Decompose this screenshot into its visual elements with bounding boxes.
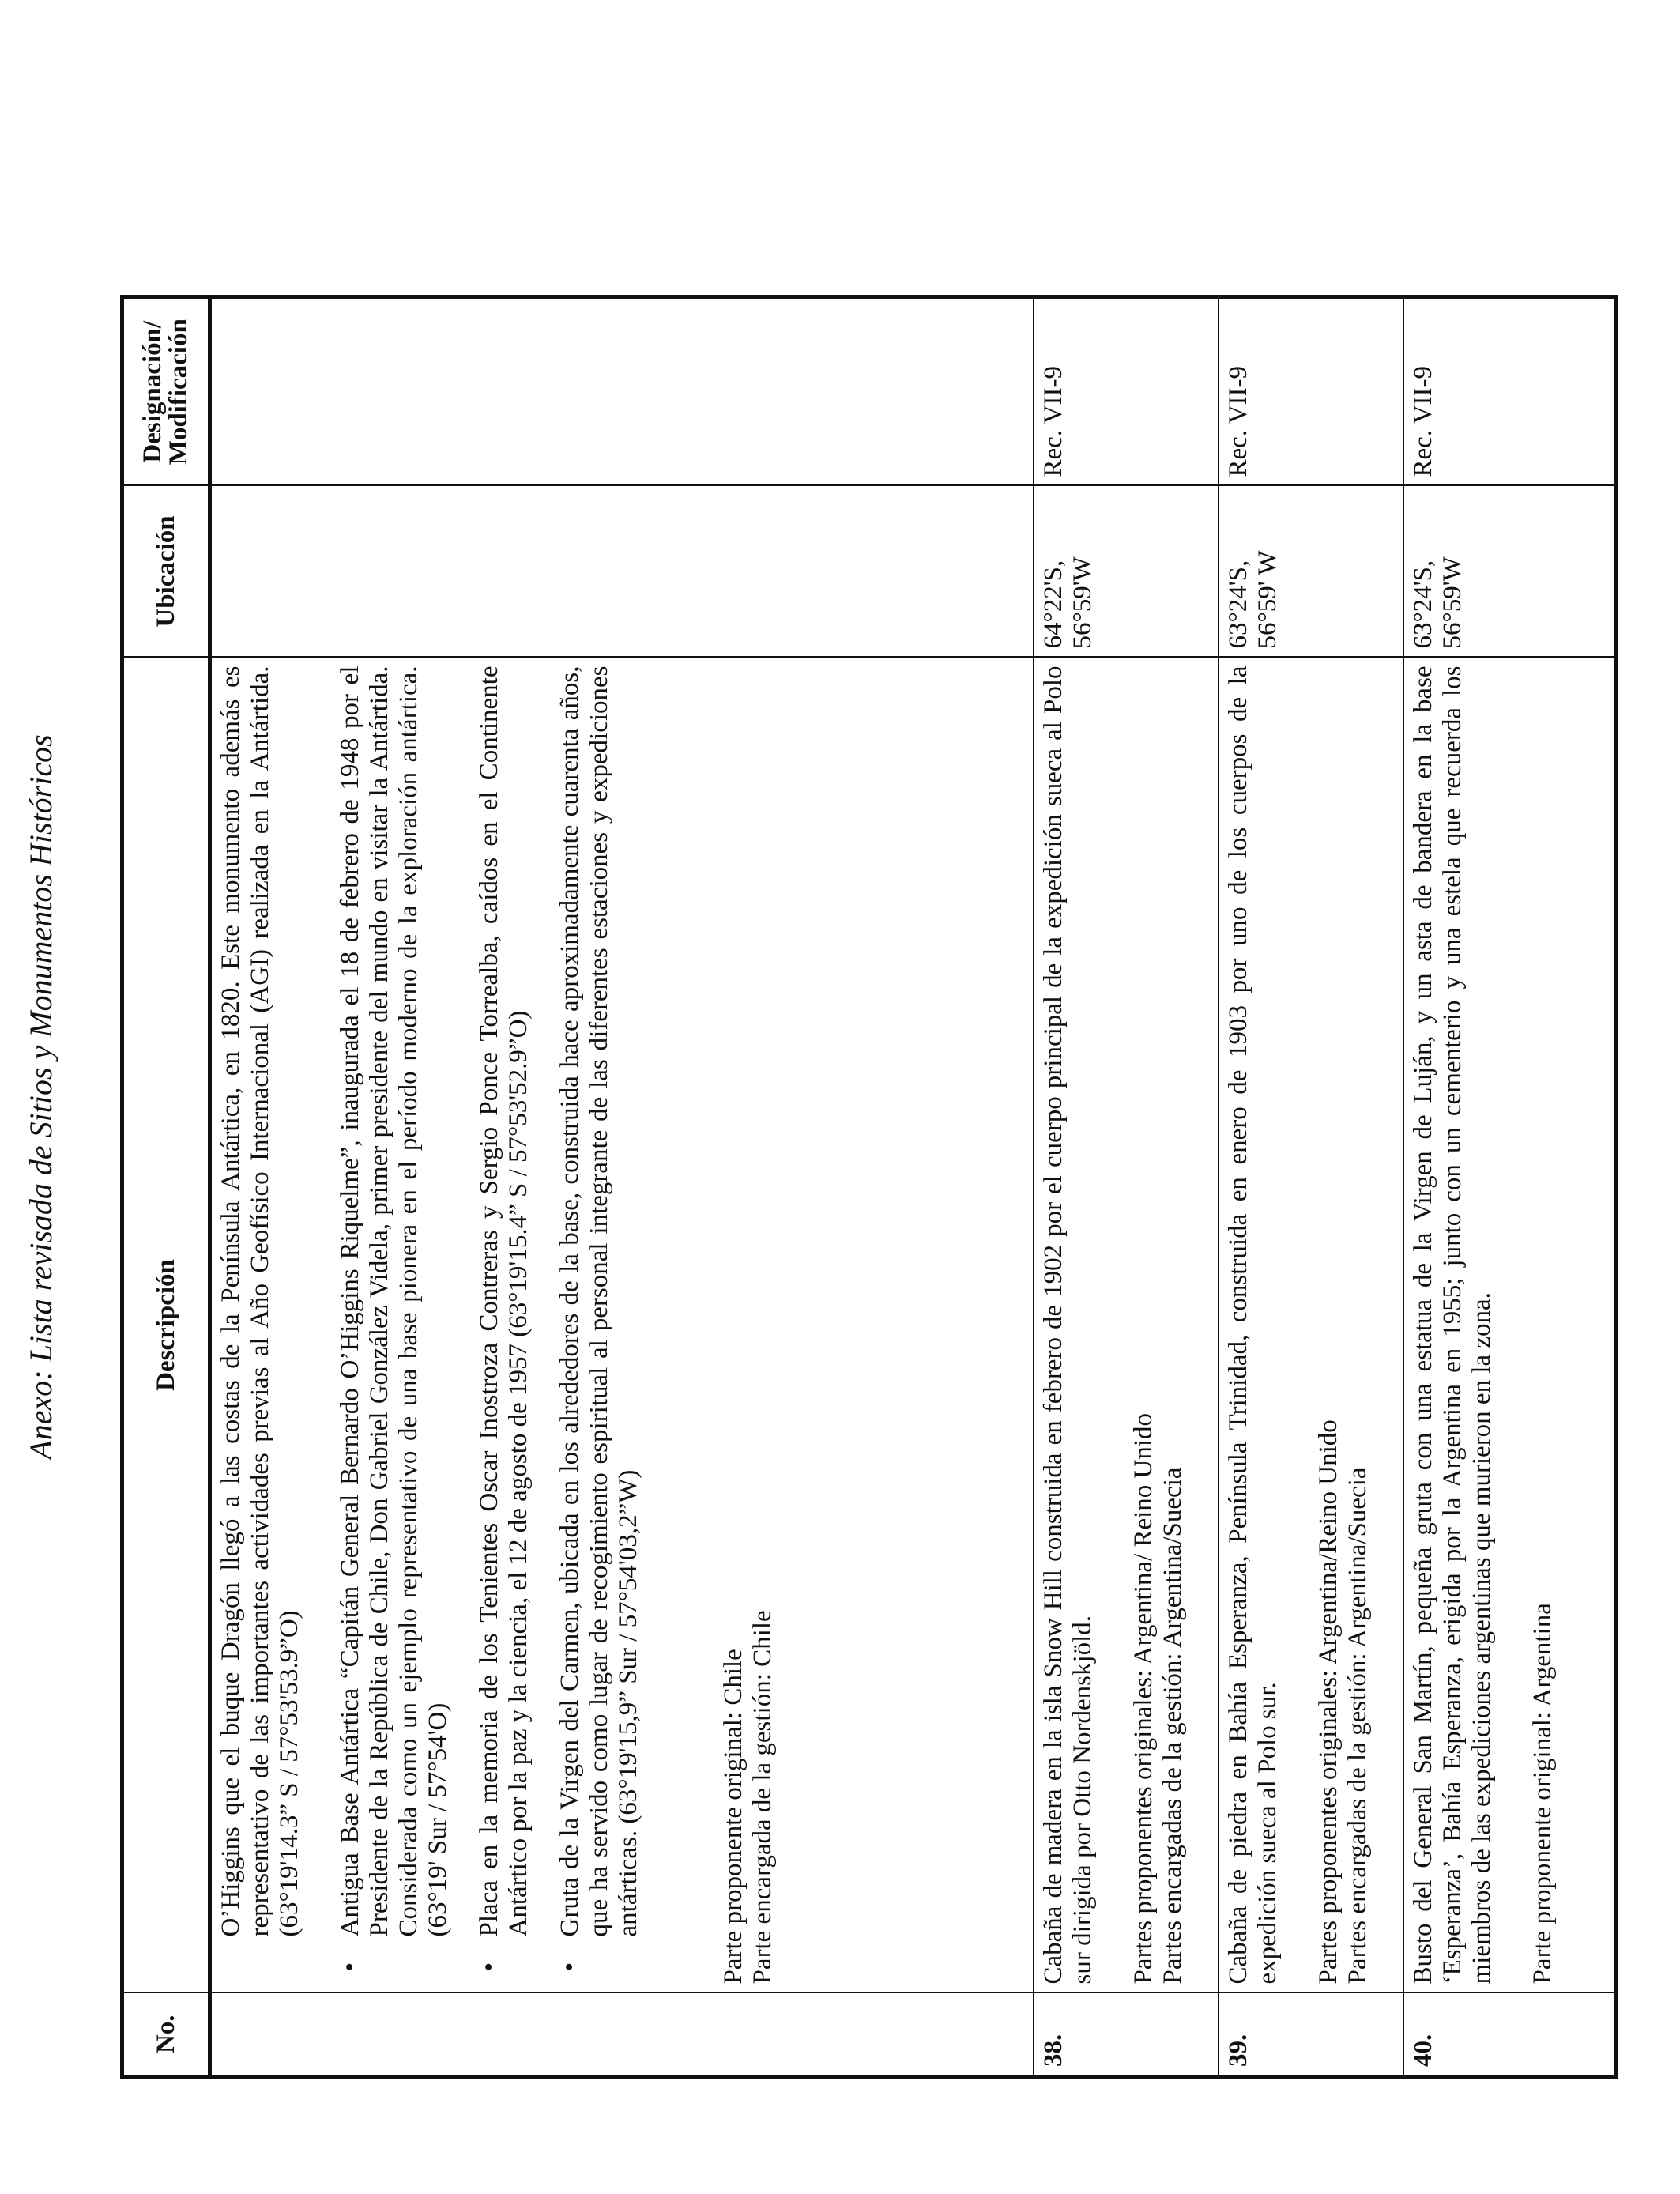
- cell-location: [1403, 486, 1617, 658]
- table-header-row: [122, 297, 210, 2077]
- location-lat: 63°24'S,: [1223, 560, 1252, 649]
- cell-description: [1403, 658, 1617, 1993]
- parties-block: [1528, 666, 1558, 1985]
- parties-block: [719, 666, 778, 1985]
- cell-designation: Rec. VII-9: [1403, 297, 1617, 486]
- running-header: Anexo: Lista revisada de Sitios y Monumentos Históricos: [23, 734, 58, 1460]
- party-original: Partes proponentes originales: Argentina/ Reino Unido: [1128, 1412, 1158, 1985]
- party-original: Partes proponentes originales: Argentina/Reino Unido: [1313, 1419, 1343, 1985]
- bullet-item: [336, 666, 453, 1985]
- row-description: Cabaña de madera en la isla Snow Hill construida en febrero de 1902 por el cuerpo principal de la expedición sueca al Polo sur dirigida por Otto Nordenskjöld.: [1038, 665, 1097, 1985]
- cell-no: 40.: [1403, 1993, 1617, 2077]
- cell-description: [1034, 658, 1219, 1993]
- row-description: Cabaña de piedra en Bahía Esperanza, Península Trinidad, construida en enero de 1903 por uno de los cuerpos de la expedición sueca al Polo sur.: [1223, 665, 1282, 1985]
- party-managing: Partes encargadas de la gestión: Argentina/Suecia: [1158, 1467, 1187, 1985]
- table-row: [1403, 297, 1617, 2077]
- parties-block: [1314, 666, 1373, 1985]
- header-designation: Designación/ Modificación: [122, 297, 210, 486]
- location-lat: 63°24'S,: [1408, 560, 1437, 649]
- location-lon: 56°59'W: [1437, 556, 1467, 649]
- monuments-table: [120, 295, 1618, 2079]
- party-managing: Partes encargadas de la gestión: Argentina/Suecia: [1343, 1467, 1372, 1985]
- party-original: Parte proponente original: Argentina: [1527, 1603, 1557, 1985]
- party-original: Parte proponente original: Chile: [719, 1649, 748, 1985]
- cell-designation: Rec. VII-9: [1034, 297, 1219, 486]
- bullet-text: Gruta de la Virgen del Carmen, ubicada en los alrededores de la base, construida hace aproximadamente cuarenta años, que ha servido como lugar de recogimiento espiritual al personal integrante de las diferentes estaciones y expediciones antárticas. (63°19'15,9” Sur / 57°54'03,2”W): [556, 665, 642, 1937]
- table-row: [1219, 297, 1403, 2077]
- cell-location: [1219, 486, 1403, 658]
- header-no: No.: [122, 1993, 210, 2077]
- table-row: [1034, 297, 1219, 2077]
- continuation-intro: O’Higgins que el buque Dragón llegó a las costas de la Península Antártica, en 1820. Este monumento además es representativo de las importantes actividades previas al Año Geofísico Internacional (AGI) realizada en la Antártida. (63°19'14.3” S / 57°53'53.9”O): [217, 665, 303, 1937]
- bullet-text: Antigua Base Antártica “Capitán General Bernardo O’Higgins Riquelme”, inaugurada el 18 de febrero de 1948 por el Presidente de la República de Chile, Don Gabriel González Videla, primer presidente del mundo en visitar la Antártida. Considerada como un ejemplo representativo de una base pionera en el período moderno de la exploración antártica. (63°19' Sur / 57°54'O): [336, 665, 452, 1937]
- cell-no-empty: [210, 1993, 1034, 2077]
- parties-block: [1129, 666, 1188, 1985]
- row-description: Busto del General San Martín, pequeña gruta con una estatua de la Virgen de Luján, y un asta de bandera en la base ‘Esperanza’, Bahía Esperanza, erigida por la Argentina en 1955; junto con un cementerio y una estela que recuerda los miembros de las expediciones argentinas que murieron en la zona.: [1408, 665, 1496, 1985]
- cell-no: 38.: [1034, 1993, 1219, 2077]
- bullet-item: [475, 666, 533, 1985]
- cell-description: [210, 658, 1034, 1993]
- cell-designation-empty: [210, 297, 1034, 486]
- bullet-icon: •: [336, 1962, 364, 1972]
- cell-no: 39.: [1219, 1993, 1403, 2077]
- location-lat: 64°22'S,: [1038, 560, 1068, 649]
- cell-location-empty: [210, 486, 1034, 658]
- header-description: Descripción: [122, 658, 210, 1993]
- bullet-text: Placa en la memoria de los Tenientes Oscar Inostroza Contreras y Sergio Ponce Torrealba, caídos en el Continente Antártico por la paz y la ciencia, el 12 de agosto de 1957 (63°19'15.4” S / 57°53'52.9”O): [475, 665, 533, 1937]
- party-managing: Parte encargada de la gestión: Chile: [748, 1610, 777, 1985]
- bullet-icon: •: [475, 1962, 503, 1972]
- table-row-continuation: [210, 297, 1034, 2077]
- cell-designation: Rec. VII-9: [1219, 297, 1403, 486]
- bullet-item: [556, 666, 643, 1985]
- cell-location: [1034, 486, 1219, 658]
- location-lon: 56°59' W: [1252, 550, 1282, 649]
- bullet-icon: •: [556, 1962, 584, 1972]
- cell-description: [1219, 658, 1403, 1993]
- header-location: Ubicación: [122, 486, 210, 658]
- location-lon: 56°59'W: [1068, 556, 1097, 649]
